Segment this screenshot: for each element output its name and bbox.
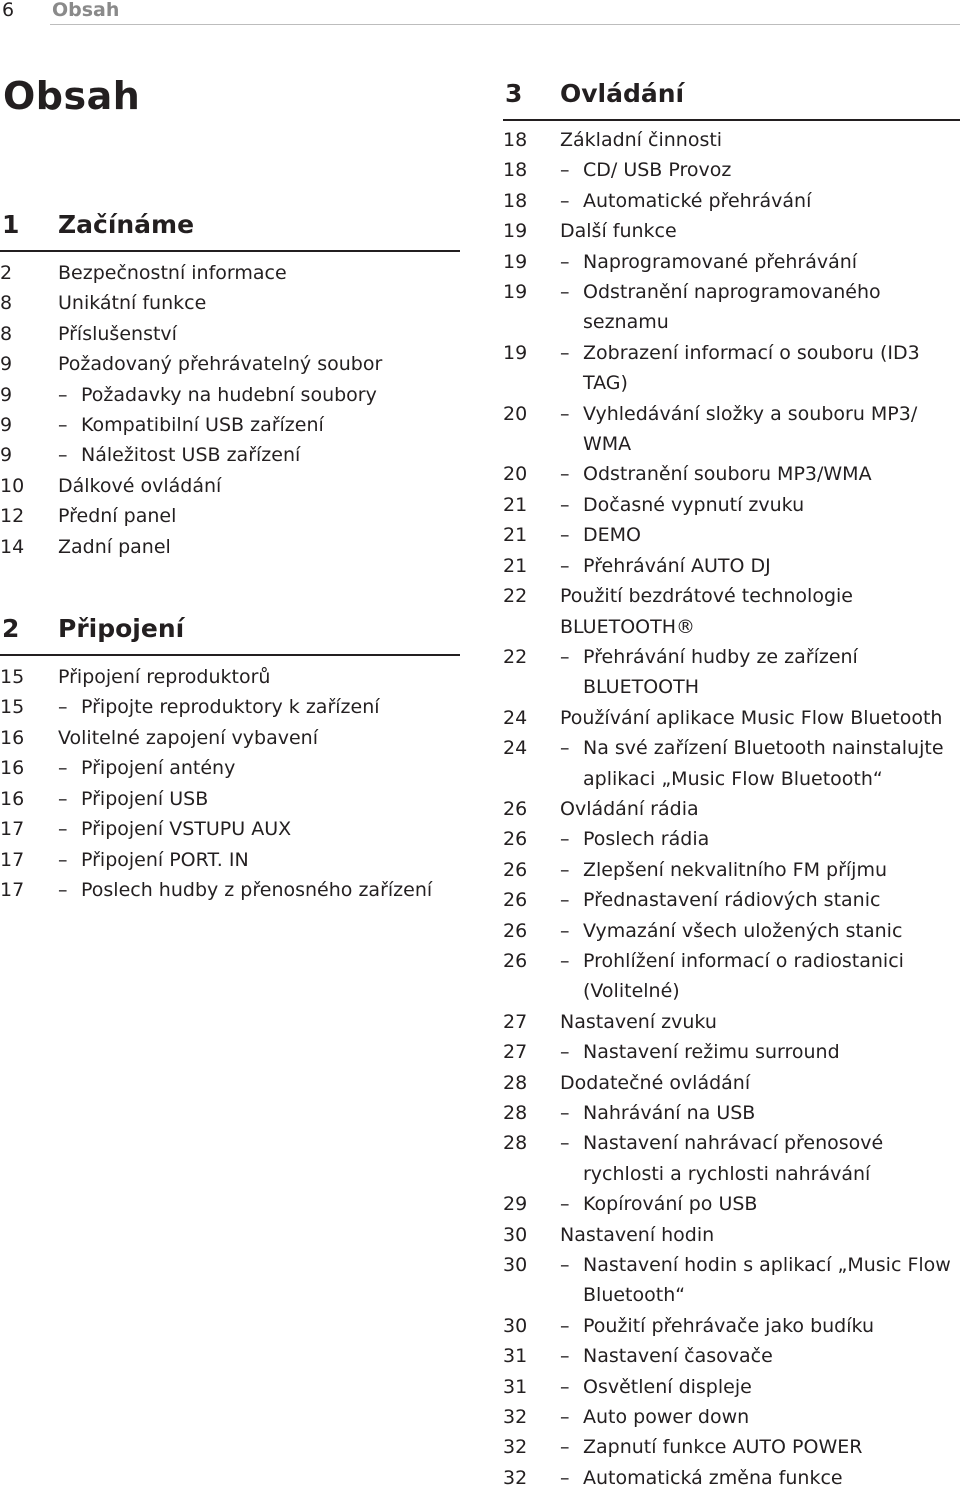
entry-title: Ovládání rádia <box>560 797 699 820</box>
entry-page-number: 15 <box>0 696 25 719</box>
entry-title: Odstranění naprogramovaného seznamu <box>583 281 881 334</box>
subentry-dash: – <box>58 444 68 467</box>
entry-page-number: 31 <box>503 1345 528 1368</box>
entry-title: Nastavení zvuku <box>560 1010 717 1033</box>
entry-title: Náležitost USB zařízení <box>81 444 301 467</box>
header-title: Obsah <box>52 0 120 21</box>
subentry-dash: – <box>58 757 68 780</box>
toc-subentry <box>503 1372 960 1402</box>
entry-title: Automatická změna funkce <box>583 1466 843 1489</box>
subentry-dash: – <box>560 250 570 273</box>
toc-subentry <box>503 885 960 915</box>
section-heading <box>503 73 960 121</box>
toc-entry <box>0 662 460 692</box>
toc-subentry <box>503 1432 960 1462</box>
toc-entry <box>503 581 960 642</box>
entry-title: Kompatibilní USB zařízení <box>81 414 324 437</box>
entry-page-number: 27 <box>503 1041 528 1064</box>
entry-title: Poslech rádia <box>583 828 710 851</box>
entry-page-number: 17 <box>0 848 25 871</box>
section-heading <box>0 608 460 656</box>
toc-subentry <box>0 753 460 783</box>
page-title: Obsah <box>3 74 141 118</box>
entry-title: Vymazání všech uložených stanic <box>583 919 903 942</box>
toc-subentry <box>503 277 960 338</box>
subentry-dash: – <box>560 524 570 547</box>
entry-page-number: 26 <box>503 919 528 942</box>
toc-entry <box>503 125 960 155</box>
entry-page-number: 18 <box>503 159 528 182</box>
entry-page-number: 9 <box>0 414 13 437</box>
subentry-dash: – <box>560 1345 570 1368</box>
toc-entry <box>503 1068 960 1098</box>
subentry-dash: – <box>560 1375 570 1398</box>
entry-page-number: 26 <box>503 828 528 851</box>
toc-subentry <box>503 1128 960 1189</box>
entry-page-number: 19 <box>503 250 528 273</box>
entry-title: Nastavení hodin <box>560 1223 715 1246</box>
entry-page-number: 18 <box>503 189 528 212</box>
toc-subentry <box>503 459 960 489</box>
entry-page-number: 8 <box>0 322 13 345</box>
section-title: Připojení <box>58 614 185 644</box>
entry-title: Další funkce <box>560 220 677 243</box>
subentry-dash: – <box>560 402 570 425</box>
toc-entry <box>503 216 960 246</box>
toc-subentry <box>503 186 960 216</box>
entry-title: Automatické přehrávání <box>583 189 812 212</box>
entry-page-number: 26 <box>503 949 528 972</box>
section-number: 3 <box>505 79 523 108</box>
subentry-dash: – <box>58 414 68 437</box>
entry-title: Zadní panel <box>58 535 171 558</box>
entry-title: Dočasné vypnutí zvuku <box>583 493 805 516</box>
entry-title: Požadavky na hudební soubory <box>81 383 377 406</box>
entry-page-number: 32 <box>503 1466 528 1489</box>
toc-entry <box>503 703 960 733</box>
subentry-dash: – <box>560 159 570 182</box>
toc-entry <box>503 1007 960 1037</box>
subentry-dash: – <box>560 645 570 668</box>
entry-page-number: 26 <box>503 889 528 912</box>
entry-page-number: 28 <box>503 1071 528 1094</box>
toc-entry <box>503 1220 960 1250</box>
entry-title: Zapnutí funkce AUTO POWER <box>583 1436 863 1459</box>
entry-page-number: 18 <box>503 129 528 151</box>
entry-page-number: 20 <box>503 463 528 486</box>
entry-title: Přednastavení rádiových stanic <box>583 889 881 912</box>
subentry-dash: – <box>560 189 570 212</box>
toc-subentry <box>503 551 960 581</box>
entry-title: Kopírování po USB <box>583 1193 758 1216</box>
toc-entry <box>0 319 460 349</box>
entry-page-number: 19 <box>503 281 528 304</box>
subentry-dash: – <box>560 889 570 912</box>
entry-title: Poslech hudby z přenosného zařízení <box>81 878 433 901</box>
toc-subentry <box>503 490 960 520</box>
entry-page-number: 21 <box>503 493 528 516</box>
subentry-dash: – <box>58 383 68 406</box>
toc-subentry <box>503 1098 960 1128</box>
toc-entry <box>0 288 460 318</box>
toc-subentry <box>0 875 460 905</box>
page-number: 6 <box>2 0 15 21</box>
entry-page-number: 28 <box>503 1102 528 1124</box>
subentry-dash: – <box>560 1406 570 1429</box>
entry-title: Odstranění souboru MP3/WMA <box>583 463 872 486</box>
entry-page-number: 32 <box>503 1436 528 1459</box>
entry-page-number: 26 <box>503 797 528 820</box>
subentry-dash: – <box>560 493 570 516</box>
subentry-dash: – <box>560 858 570 881</box>
subentry-dash: – <box>560 281 570 304</box>
entry-page-number: 14 <box>0 535 25 558</box>
toc-subentry <box>503 1250 960 1311</box>
entry-page-number: 30 <box>503 1223 528 1246</box>
entry-page-number: 20 <box>503 402 528 425</box>
section-heading <box>0 204 460 252</box>
toc-entry <box>0 723 460 753</box>
entry-page-number: 12 <box>0 505 25 528</box>
entry-title: Na své zařízení Bluetooth nainstalujte aplikaci „Music Flow Bluetooth“ <box>583 737 944 790</box>
subentry-dash: – <box>560 949 570 972</box>
toc-subentry <box>503 855 960 885</box>
entry-title: Použití bezdrátové technologie BLUETOOTH® <box>560 585 853 638</box>
entry-page-number: 24 <box>503 737 528 760</box>
toc-subentry <box>0 410 460 440</box>
subentry-dash: – <box>560 1314 570 1337</box>
subentry-dash: – <box>560 1254 570 1277</box>
toc-subentry <box>503 824 960 854</box>
toc-subentry <box>0 845 460 875</box>
subentry-dash: – <box>560 463 570 486</box>
entry-page-number: 9 <box>0 383 13 406</box>
entry-title: Zobrazení informací o souboru (ID3 TAG) <box>583 341 920 395</box>
toc-subentry <box>0 380 460 410</box>
section-title: Ovládání <box>560 79 685 108</box>
toc-subentry <box>0 692 460 722</box>
entry-page-number: 31 <box>503 1375 528 1398</box>
entry-title: Připojení USB <box>81 787 209 810</box>
entry-page-number: 16 <box>0 787 25 810</box>
entry-page-number: 32 <box>503 1406 528 1429</box>
subentry-dash: – <box>560 1193 570 1216</box>
entry-page-number: 27 <box>503 1010 528 1033</box>
entry-title: Příslušenství <box>58 322 177 345</box>
entry-page-number: 16 <box>0 757 25 780</box>
subentry-dash: – <box>560 1132 570 1155</box>
subentry-dash: – <box>58 848 68 871</box>
entry-title: Základní činnosti <box>560 129 723 151</box>
toc-subentry <box>503 1402 960 1432</box>
entry-page-number: 24 <box>503 706 528 729</box>
entry-title: Bezpečnostní informace <box>58 262 287 284</box>
entry-title: Auto power down <box>583 1406 750 1429</box>
toc-subentry <box>503 916 960 946</box>
entry-page-number: 19 <box>503 220 528 243</box>
entry-title: Připojení antény <box>81 757 236 780</box>
entry-page-number: 22 <box>503 645 528 668</box>
entry-page-number: 30 <box>503 1254 528 1277</box>
subentry-dash: – <box>560 737 570 760</box>
entry-title: Osvětlení displeje <box>583 1375 752 1398</box>
subentry-dash: – <box>560 919 570 942</box>
entry-title: Vyhledávání složky a souboru MP3/ WMA <box>583 402 918 456</box>
subentry-dash: – <box>560 1466 570 1489</box>
toc-subentry <box>503 1311 960 1341</box>
subentry-dash: – <box>560 1436 570 1459</box>
entry-title: CD/ USB Provoz <box>583 159 732 182</box>
entry-page-number: 9 <box>0 353 13 376</box>
page-header <box>0 0 960 24</box>
entry-page-number: 28 <box>503 1132 528 1155</box>
toc-subentry <box>0 814 460 844</box>
toc-entry <box>0 258 460 288</box>
entry-title: Používání aplikace Music Flow Bluetooth <box>560 706 943 729</box>
toc-subentry <box>503 520 960 550</box>
entry-title: Prohlížení informací o radiostanici (Volitelné) <box>583 949 904 1003</box>
subentry-dash: – <box>560 1102 570 1124</box>
entry-page-number: 26 <box>503 858 528 881</box>
subentry-dash: – <box>58 696 68 719</box>
toc-entry <box>0 532 460 562</box>
entry-title: Přehrávání hudby ze zařízení BLUETOOTH <box>583 645 858 699</box>
toc-subentry <box>503 1341 960 1371</box>
entry-title: Zlepšení nekvalitního FM příjmu <box>583 858 887 881</box>
entry-title: Dodatečné ovládání <box>560 1071 751 1094</box>
subentry-dash: – <box>58 787 68 810</box>
entry-title: Požadovaný přehrávatelný soubor <box>58 353 383 376</box>
entry-page-number: 9 <box>0 444 13 467</box>
entry-page-number: 29 <box>503 1193 528 1216</box>
toc-entry <box>0 471 460 501</box>
entry-page-number: 21 <box>503 524 528 547</box>
entry-title: Nastavení hodin s aplikací „Music Flow Bluetooth“ <box>583 1254 951 1307</box>
entry-title: Unikátní funkce <box>58 292 207 315</box>
toc-subentry <box>503 399 960 460</box>
entry-page-number: 22 <box>503 585 528 608</box>
toc-subentry <box>503 1463 960 1493</box>
entry-page-number: 30 <box>503 1314 528 1337</box>
entry-title: Použití přehrávače jako budíku <box>583 1314 874 1337</box>
toc-subentry <box>503 733 960 794</box>
entry-page-number: 2 <box>0 262 13 284</box>
entry-page-number: 10 <box>0 474 25 497</box>
entry-page-number: 17 <box>0 878 25 901</box>
entry-title: Volitelné zapojení vybavení <box>58 726 318 749</box>
toc-entry <box>0 501 460 531</box>
toc-subentry <box>503 155 960 185</box>
toc-entry <box>503 794 960 824</box>
entry-title: Nahrávání na USB <box>583 1102 756 1124</box>
entry-page-number: 15 <box>0 666 25 689</box>
entry-page-number: 8 <box>0 292 13 315</box>
entry-page-number: 21 <box>503 554 528 577</box>
entry-title: Nastavení režimu surround <box>583 1041 840 1064</box>
entry-title: Dálkové ovládání <box>58 474 222 497</box>
subentry-dash: – <box>560 554 570 577</box>
subentry-dash: – <box>560 828 570 851</box>
entry-title: Nastavení nahrávací přenosové rychlosti a rychlosti nahrávání <box>583 1132 884 1185</box>
toc-subentry <box>503 1189 960 1219</box>
entry-title: Přehrávání AUTO DJ <box>583 554 771 577</box>
toc-entry <box>0 349 460 379</box>
header-divider <box>50 24 960 25</box>
toc-subentry <box>0 440 460 470</box>
toc-subentry <box>503 946 960 1007</box>
entry-title: Přední panel <box>58 505 177 528</box>
entry-title: Nastavení časovače <box>583 1345 773 1368</box>
subentry-dash: – <box>560 1041 570 1064</box>
entry-page-number: 16 <box>0 726 25 749</box>
entry-title: Naprogramované přehrávání <box>583 250 858 273</box>
entry-title: Připojte reproduktory k zařízení <box>81 696 380 719</box>
toc-subentry <box>0 784 460 814</box>
toc-left-column <box>0 204 460 905</box>
toc-right-column <box>503 73 960 1493</box>
entry-title: Připojení reproduktorů <box>58 666 271 689</box>
entry-title: Připojení PORT. IN <box>81 848 249 871</box>
subentry-dash: – <box>58 818 68 841</box>
entry-title: Připojení VSTUPU AUX <box>81 818 292 841</box>
entry-page-number: 19 <box>503 341 528 364</box>
toc-subentry <box>503 338 960 399</box>
entry-title: DEMO <box>583 524 641 547</box>
toc-subentry <box>503 247 960 277</box>
toc-subentry <box>503 1037 960 1067</box>
toc-subentry <box>503 642 960 703</box>
section-number: 1 <box>2 210 20 239</box>
subentry-dash: – <box>58 878 68 901</box>
section-title: Začínáme <box>58 210 195 239</box>
subentry-dash: – <box>560 341 570 364</box>
section-number: 2 <box>2 614 20 644</box>
entry-page-number: 17 <box>0 818 25 841</box>
